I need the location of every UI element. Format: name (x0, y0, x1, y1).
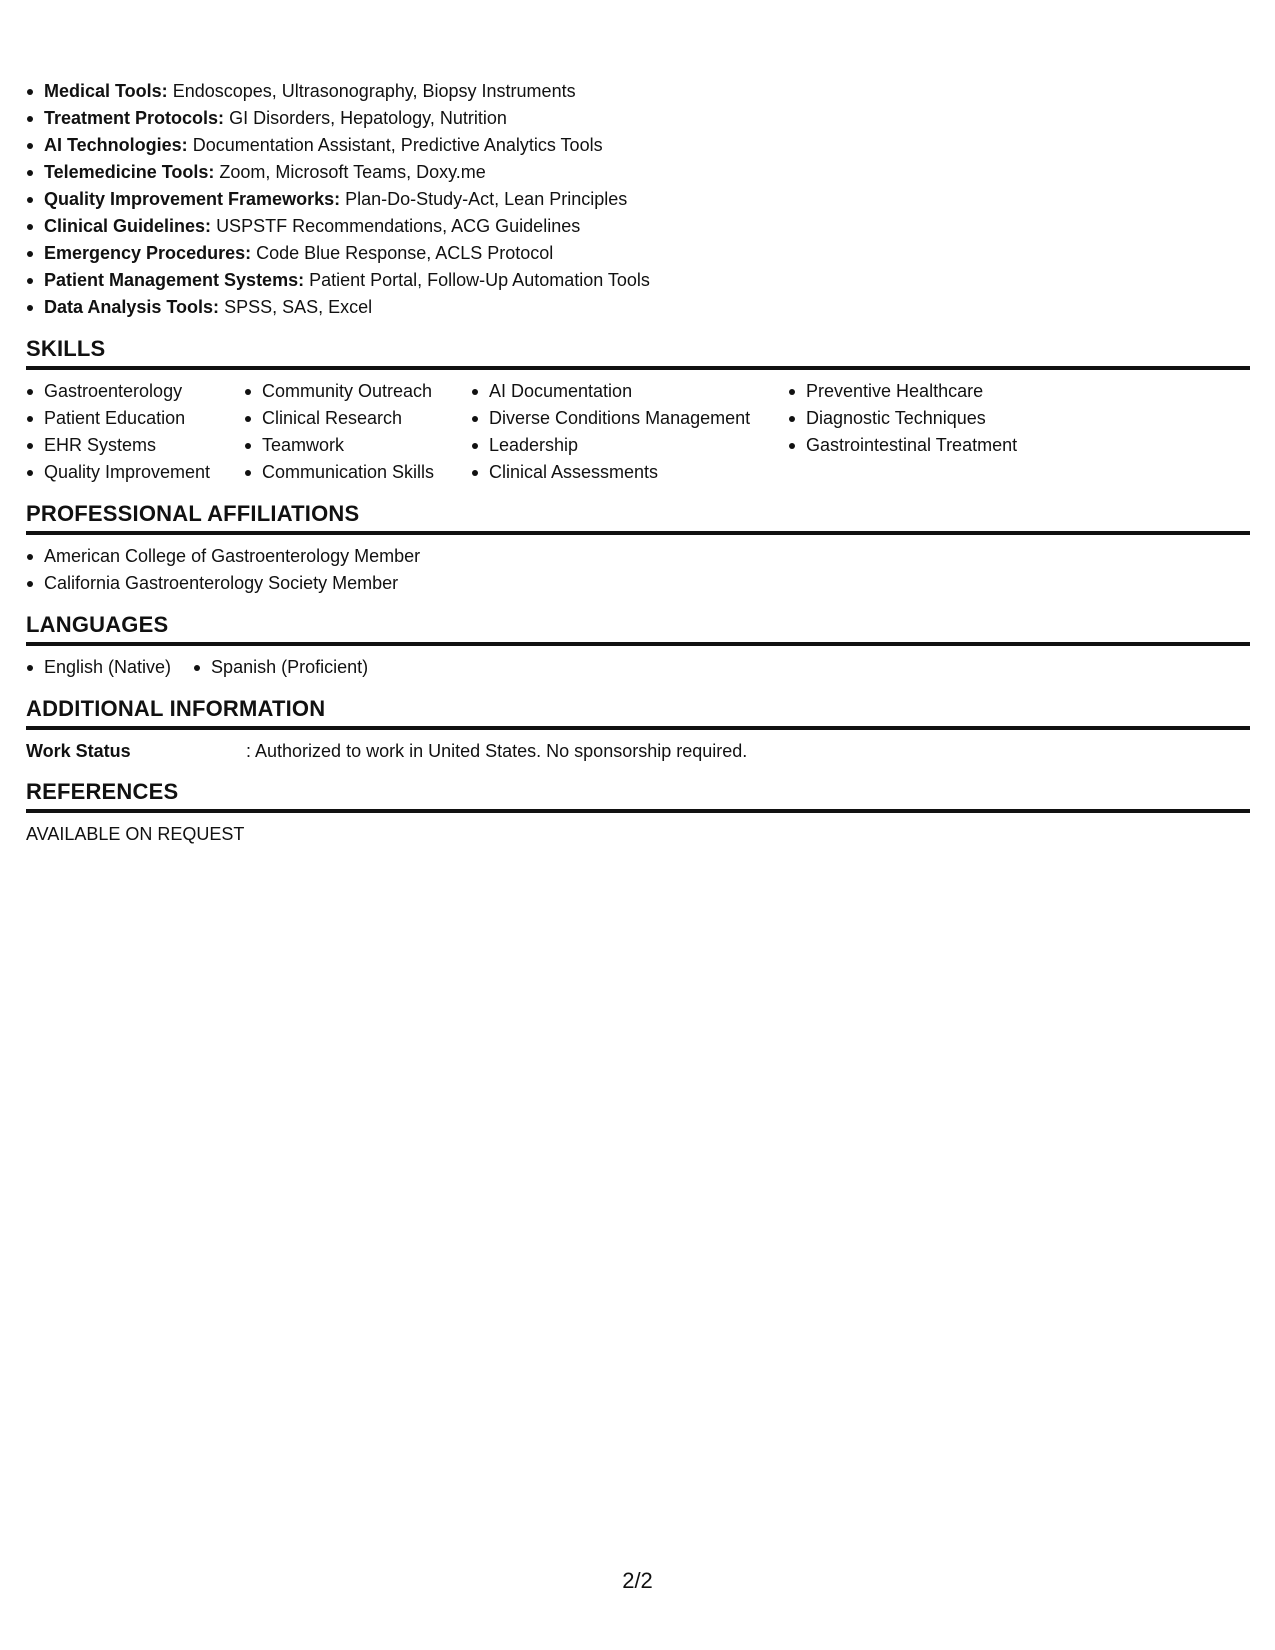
list-item (26, 267, 1250, 294)
list-item (26, 294, 1250, 321)
tools-list (26, 78, 1250, 321)
skills-column (26, 378, 244, 486)
skill-item: Preventive Healthcare (788, 378, 1088, 405)
skill-item: Gastroenterology (26, 378, 244, 405)
skill-item: Gastrointestinal Treatment (788, 432, 1088, 459)
skill-item: Diverse Conditions Management (471, 405, 788, 432)
affiliations-heading: PROFESSIONAL AFFILIATIONS (26, 500, 1250, 535)
page-number: 2/2 (622, 1568, 653, 1593)
tool-category-label: Quality Improvement Frameworks: (44, 189, 341, 209)
list-item (26, 105, 1250, 132)
list-item (26, 213, 1250, 240)
skill-item: Clinical Assessments (471, 459, 788, 486)
resume-page (26, 78, 1250, 847)
tool-category-label: AI Technologies: (44, 135, 188, 155)
skill-item: Patient Education (26, 405, 244, 432)
tool-category-label: Clinical Guidelines: (44, 216, 212, 236)
skill-item: Diagnostic Techniques (788, 405, 1088, 432)
skills-column (788, 378, 1088, 486)
tool-category-value: SPSS, SAS, Excel (224, 297, 373, 317)
tool-category-label: Medical Tools: (44, 81, 168, 101)
tool-category-label: Telemedicine Tools: (44, 162, 215, 182)
skill-item: Leadership (471, 432, 788, 459)
tool-category-value: GI Disorders, Hepatology, Nutrition (229, 108, 507, 128)
tool-category-label: Patient Management Systems: (44, 270, 305, 290)
language-item: English (Native) (26, 654, 171, 681)
skills-column (471, 378, 788, 486)
skill-item: EHR Systems (26, 432, 244, 459)
skill-item: Communication Skills (244, 459, 471, 486)
skills-heading: SKILLS (26, 335, 1250, 370)
list-item (26, 78, 1250, 105)
tool-category-value: Patient Portal, Follow-Up Automation Tools (309, 270, 650, 290)
languages-list (26, 654, 1250, 681)
skill-item: Clinical Research (244, 405, 471, 432)
work-status-value: : Authorized to work in United States. No sponsorship required. (246, 741, 748, 761)
tool-category-value: Endoscopes, Ultrasonography, Biopsy Instruments (172, 81, 576, 101)
languages-heading: LANGUAGES (26, 611, 1250, 646)
affiliations-list (26, 543, 1250, 597)
tool-category-label: Treatment Protocols: (44, 108, 225, 128)
tool-category-value: USPSTF Recommendations, ACG Guidelines (216, 216, 581, 236)
skills-grid (26, 378, 1250, 486)
affiliation-item: American College of Gastroenterology Member (26, 543, 1250, 570)
references-text: AVAILABLE ON REQUEST (26, 824, 245, 844)
additional-info-heading: ADDITIONAL INFORMATION (26, 695, 1250, 730)
list-item (26, 240, 1250, 267)
skill-item: Quality Improvement (26, 459, 244, 486)
tool-category-label: Emergency Procedures: (44, 243, 252, 263)
tool-category-value: Plan-Do-Study-Act, Lean Principles (345, 189, 628, 209)
work-status-row (26, 738, 1250, 764)
list-item (26, 186, 1250, 213)
skill-item: Teamwork (244, 432, 471, 459)
skills-column (244, 378, 471, 486)
tool-category-value: Code Blue Response, ACLS Protocol (256, 243, 554, 263)
skill-item: Community Outreach (244, 378, 471, 405)
work-status-label: Work Status (26, 741, 131, 761)
list-item (26, 159, 1250, 186)
list-item (26, 132, 1250, 159)
affiliation-item: California Gastroenterology Society Member (26, 570, 1250, 597)
tool-category-label: Data Analysis Tools: (44, 297, 220, 317)
language-item: Spanish (Proficient) (193, 654, 368, 681)
references-heading: REFERENCES (26, 778, 1250, 813)
tool-category-value: Zoom, Microsoft Teams, Doxy.me (219, 162, 486, 182)
tool-category-value: Documentation Assistant, Predictive Analytics Tools (192, 135, 603, 155)
skill-item: AI Documentation (471, 378, 788, 405)
